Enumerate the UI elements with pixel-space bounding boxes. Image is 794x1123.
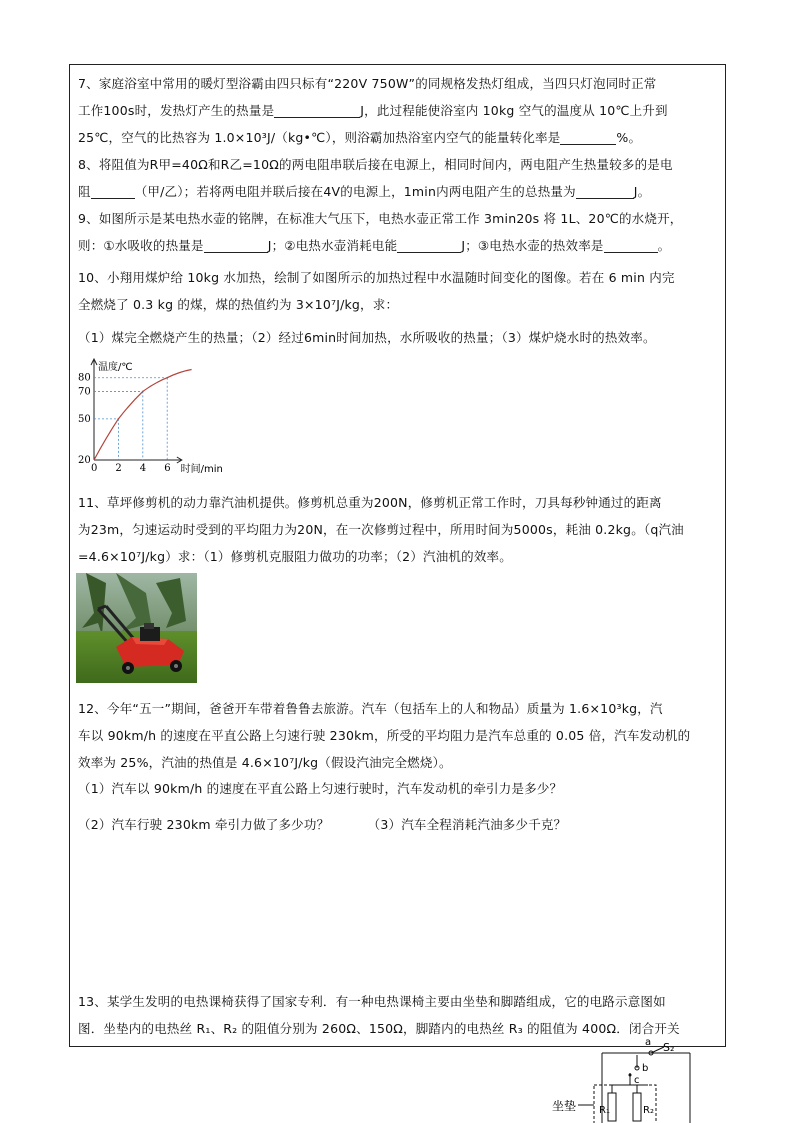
node-c-dot [629, 1074, 632, 1077]
data-point [118, 418, 120, 420]
q12-sub2: （2）汽车行驶 230km 牵引力做了多少功？ [78, 817, 330, 832]
y-axis-label: 温度/℃ [98, 362, 133, 373]
q9-line1: 9、如图所示是某电热水壶的铭牌，在标准大气压下，电热水壶正常工作 3min20s 将 1L、20℃的水烧开， [78, 211, 683, 226]
x-tick-label: 2 [115, 463, 122, 474]
question-10 [78, 264, 723, 351]
question-7 [78, 70, 723, 151]
q7-blank-heat[interactable] [274, 103, 360, 118]
x-tick-label: 4 [139, 463, 147, 474]
q13-line1: 13、某学生发明的电热课椅获得了国家专利．有一种电热课椅主要由坐垫和脚踏组成，它的电路示意图如 [78, 994, 666, 1009]
q12-line3: 效率为 25%，汽油的热值是 4.6×10⁷J/kg（假设汽油完全燃烧）。 [78, 755, 452, 770]
q10-line3: （1）煤完全燃烧产生的热量；（2）经过6min时间加热，水所吸收的热量；（3）煤炉烧水时的热效率。 [78, 330, 656, 345]
node-c-label: c [634, 1075, 640, 1086]
temperature-time-chart [78, 358, 238, 476]
y-tick-label: 20 [78, 455, 91, 466]
y-tick-label: 70 [78, 386, 91, 398]
x-axis-label: 时间/min [180, 464, 223, 475]
q10-line2: 全燃烧了 0.3 kg 的煤，煤的热值约为 3×10⁷J/kg，求： [78, 297, 399, 312]
q9-blank-heat[interactable] [204, 238, 268, 253]
switch-s2-label: S₂ [663, 1041, 675, 1054]
node-a-label: a [645, 1037, 652, 1048]
circuit-diagram [550, 1033, 710, 1123]
q9-line2: 则：①水吸收的热量是 J；②电热水壶消耗电能 J；③电热水壶的热效率是 。 [78, 238, 671, 253]
q12-line1: 12、今年“五一”期间，爸爸开车带着鲁鲁去旅游。汽车（包括车上的人和物品）质量为 1.6×10³kg，汽 [78, 701, 663, 716]
y-tick-label: 80 [78, 372, 91, 384]
q11-line3: =4.6×10⁷J/kg）求：（1）修剪机克服阻力做功的功率；（2）汽油机的效率。 [78, 549, 512, 564]
temperature-curve [94, 369, 192, 460]
q13-line2: 图．坐垫内的电热丝 R₁、R₂ 的阻值分别为 260Ω、150Ω，脚踏内的电热丝 R₃ 的阻值为 400Ω．闭合开关 [78, 1021, 680, 1036]
q12-sub2-row [78, 811, 723, 838]
data-point [166, 377, 168, 379]
question-11 [78, 489, 723, 570]
seat-label: 坐垫 [552, 1099, 577, 1113]
x-tick-label: 6 [164, 463, 171, 474]
q10-line1: 10、小翔用煤炉给 10kg 水加热，绘制了如图所示的加热过程中水温随时间变化的图像。若在 6 min 内完 [78, 270, 675, 285]
seat-dashed-box [594, 1085, 656, 1123]
q8-blank-heat[interactable] [576, 184, 634, 199]
q8-line2: 阻 （甲/乙）；若将两电阻并联后接在4V的电源上，1min内两电阻产生的总热量为 J。 [78, 184, 651, 199]
q12-sub1: （1）汽车以 90km/h 的速度在平直公路上匀速行驶时，汽车发动机的牵引力是多少？ [78, 781, 563, 796]
q9-blank-efficiency[interactable] [604, 238, 658, 253]
q12-sub3: （3）汽车全程消耗汽油多少千克？ [367, 817, 567, 832]
data-point [142, 391, 144, 393]
y-tick-label: 50 [78, 413, 91, 425]
q9-blank-energy[interactable] [397, 238, 461, 253]
q7-blank-ratio[interactable] [560, 130, 616, 145]
q11-line1: 11、草坪修剪机的动力靠汽油机提供。修剪机总重为200N，修剪机正常工作时，刀具每秒钟通过的距离 [78, 495, 662, 510]
question-9 [78, 205, 723, 259]
x-tick-label: 0 [91, 463, 98, 474]
question-8 [78, 151, 723, 205]
q7-line1: 7、家庭浴室中常用的暖灯型浴霸由四只标有“220V 750W”的同规格发热灯组成，当四只灯泡同时正常 [78, 76, 657, 91]
q8-blank-resistor[interactable] [91, 184, 135, 199]
q7-line2: 工作100s时，发热灯产生的热量是 J，此过程能使浴室内 10kg 空气的温度从 10℃上升到 [78, 103, 668, 118]
node-b-label: b [642, 1063, 649, 1074]
question-12 [78, 695, 723, 776]
r2-label: R₂ [643, 1105, 654, 1116]
r2-resistor [633, 1093, 641, 1121]
lawn-mower-photo [76, 573, 197, 683]
q11-line2: 为23m，匀速运动时受到的平均阻力为20N，在一次修剪过程中，所用时间为5000s，耗油 0.2kg。（q汽油 [78, 522, 684, 537]
r1-label: R₁ [599, 1105, 610, 1116]
q7-line3: 25℃，空气的比热容为 1.0×10³J/（kg•℃），则浴霸加热浴室内空气的能量转化率是 %。 [78, 130, 642, 145]
q12-line2: 车以 90km/h 的速度在平直公路上匀速行驶 230km，所受的平均阻力是汽车总重的 0.05 倍，汽车发动机的 [78, 728, 691, 743]
q8-line1: 8、将阻值为R甲=40Ω和R乙=10Ω的两电阻串联后接在电源上，相同时间内，两电阻产生热量较多的是电 [78, 157, 673, 172]
